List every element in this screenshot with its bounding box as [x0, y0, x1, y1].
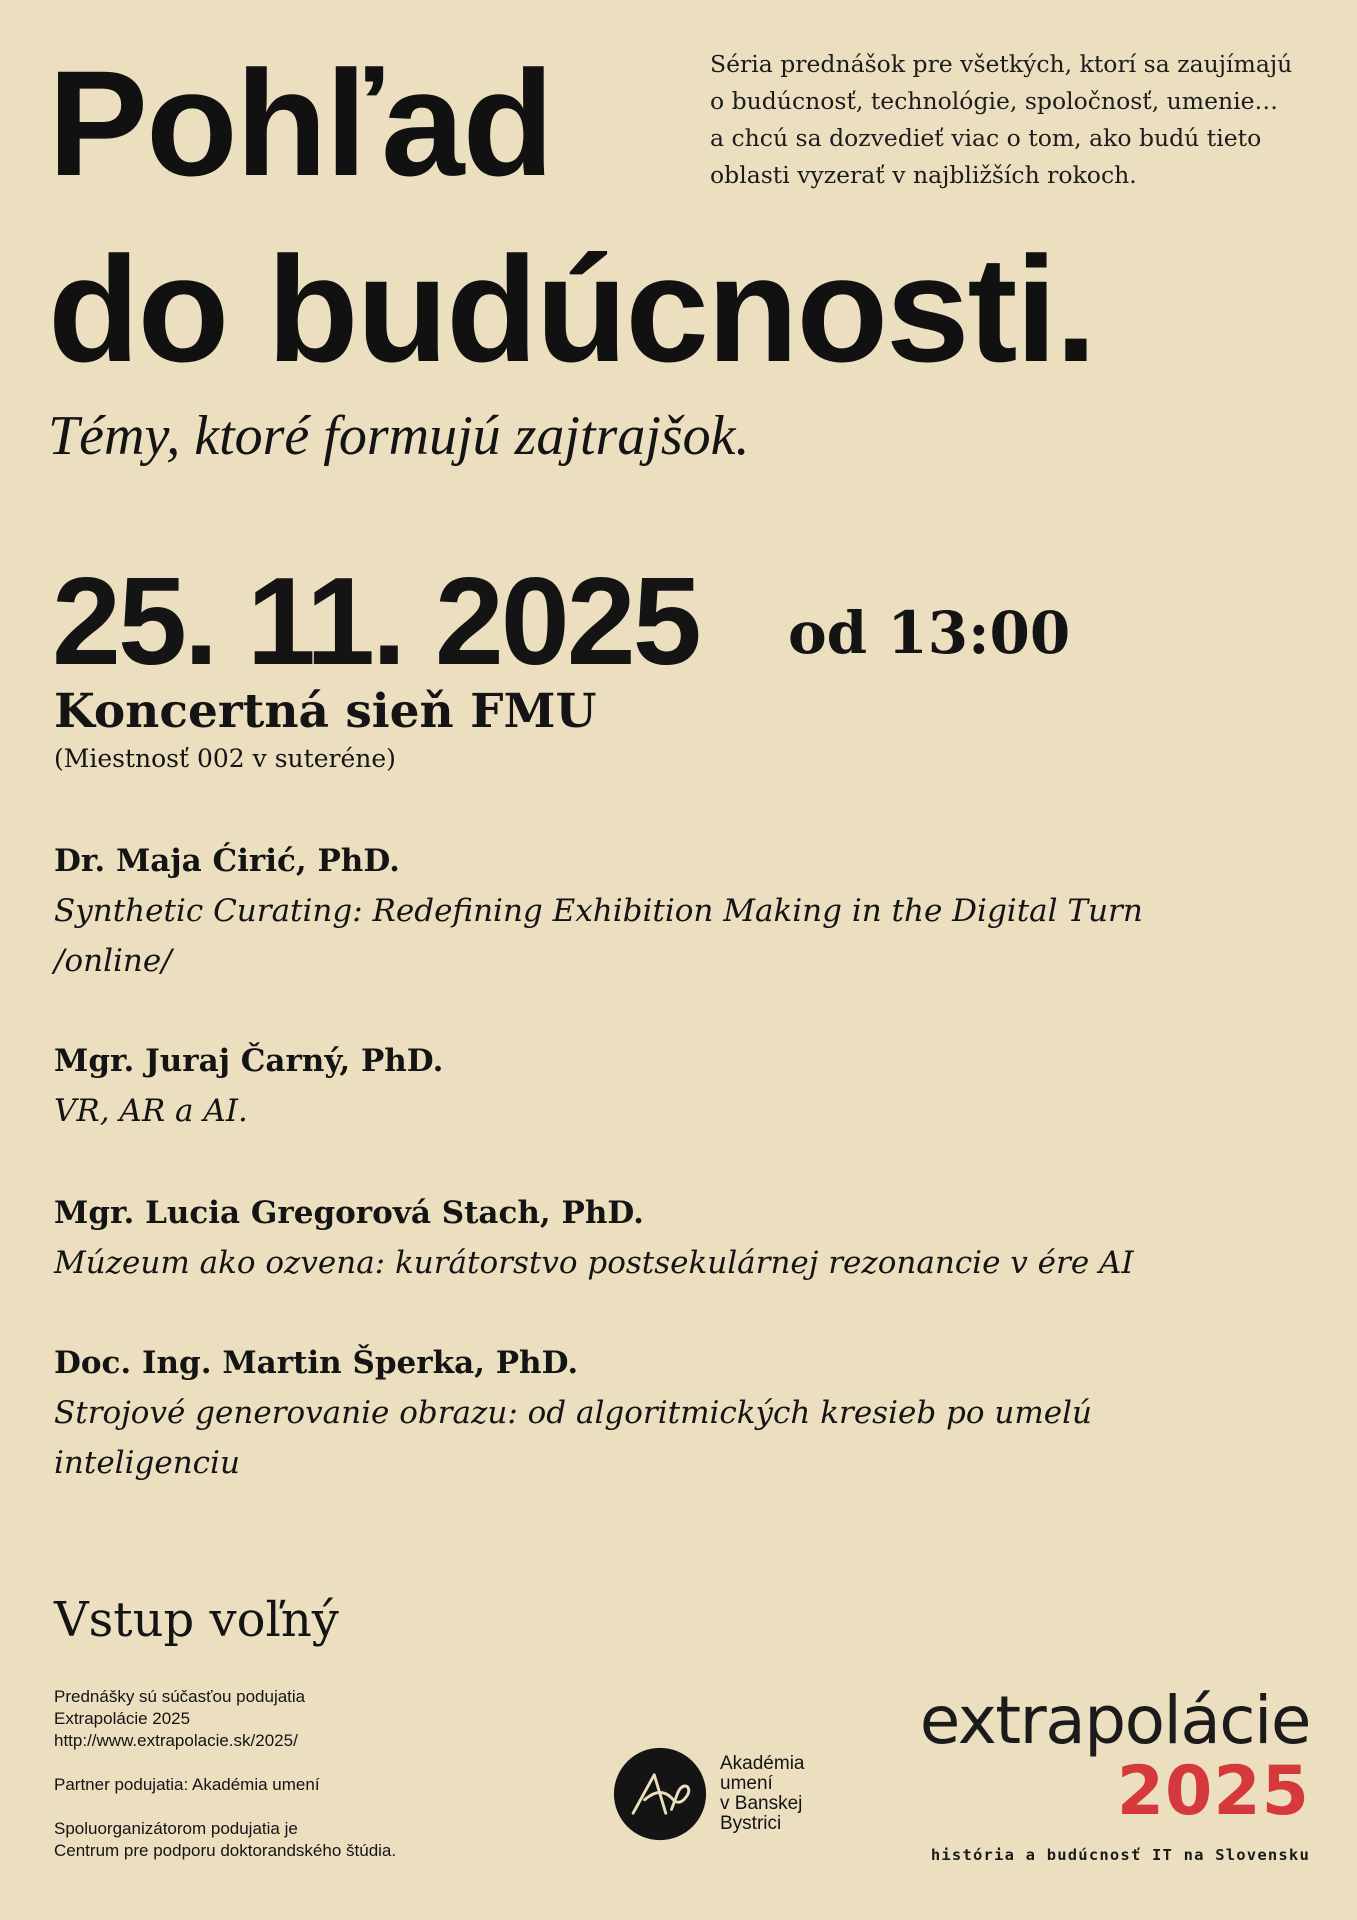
extrapolacie-name: extrapolácie — [919, 1682, 1310, 1759]
footer-note-line: Centrum pre podporu doktorandského štúdia. — [54, 1841, 397, 1860]
intro-text — [710, 46, 1320, 194]
intro-line: a chcú sa dozvedieť viac o tom, ako budú tieto — [710, 124, 1262, 152]
talk-item — [54, 1036, 1234, 1136]
intro-line: Séria prednášok pre všetkých, ktorí sa zaujímajú — [710, 50, 1293, 78]
extrapolacie-logo — [890, 1682, 1310, 1864]
footer-note-line: Spoluorganizátorom podujatia je — [54, 1819, 298, 1838]
speaker-name: Doc. Ing. Martin Šperka, PhD. — [54, 1345, 579, 1381]
event-venue: Koncertná sieň FMU — [54, 684, 597, 739]
talk-title-line: Múzeum ako ozvena: kurátorstvo postsekulárnej rezonancie v ére AI — [54, 1245, 1134, 1281]
talk-title-line: Synthetic Curating: Redefining Exhibition Making in the Digital Turn — [54, 893, 1143, 929]
talk-item — [54, 836, 1234, 986]
extrapolacie-year: 2025 — [1116, 1752, 1310, 1831]
footer-notes — [54, 1686, 574, 1884]
talk-title-line: VR, AR a AI. — [54, 1093, 248, 1129]
footer-url-link[interactable]: http://www.extrapolacie.sk/2025/ — [54, 1731, 298, 1750]
speaker-name: Mgr. Lucia Gregorová Stach, PhD. — [54, 1195, 644, 1231]
intro-line: oblasti vyzerať v najbližších rokoch. — [710, 161, 1137, 189]
footer-note-line: Prednášky sú súčasťou podujatia — [54, 1687, 306, 1706]
talk-title-line: inteligenciu — [54, 1445, 240, 1481]
amu-name-line: Akadémia — [720, 1753, 805, 1774]
footer-note-line: Extrapolácie 2025 — [54, 1709, 191, 1728]
event-time: od 13:00 — [788, 599, 1071, 667]
speaker-name: Dr. Maja Ćirić, PhD. — [54, 843, 400, 879]
subtitle: Témy, ktoré formujú zajtrajšok. — [48, 405, 750, 467]
venue-note: (Miestnosť 002 v suteréne) — [54, 744, 396, 773]
entry-info: Vstup voľný — [54, 1592, 339, 1648]
title-line-1: Pohľad — [48, 39, 553, 207]
amu-name-line: Bystrici — [720, 1813, 782, 1834]
title-line-2: do budúcnosti. — [48, 225, 1095, 393]
footer-note-coorganizer — [54, 1818, 574, 1862]
event-date: 25. 11. 2025 — [52, 553, 699, 691]
amu-name-line: v Banskej — [720, 1793, 803, 1814]
talk-title-line: Strojové generovanie obrazu: od algoritmických kresieb po umelú — [54, 1395, 1093, 1431]
amu-name — [720, 1754, 805, 1834]
intro-line: o budúcnosť, technológie, spoločnosť, umenie… — [710, 87, 1279, 115]
talk-item — [54, 1188, 1234, 1288]
talk-title-line: /online/ — [54, 943, 172, 979]
extrapolacie-tagline: história a budúcnosť IT na Slovensku — [930, 1846, 1310, 1864]
speaker-name: Mgr. Juraj Čarný, PhD. — [54, 1043, 444, 1079]
footer-note-partner: Partner podujatia: Akadémia umení — [54, 1775, 320, 1794]
amu-name-line: umení — [720, 1773, 773, 1794]
talk-item — [54, 1338, 1234, 1488]
amu-logo — [612, 1746, 805, 1842]
amu-logo-icon — [612, 1746, 708, 1842]
footer-note-event — [54, 1686, 574, 1752]
